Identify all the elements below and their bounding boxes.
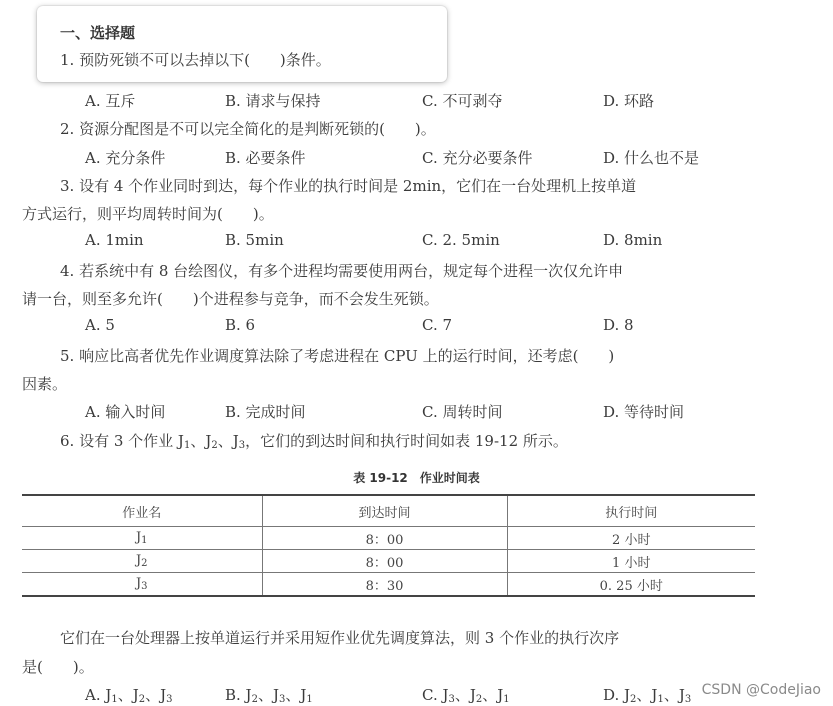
- q6-option-b: B. $J_2$、$J_3$、$J_1$: [225, 686, 313, 705]
- exec-time-cell: 1 小时: [507, 550, 755, 573]
- job-name-cell: $J_1$: [22, 527, 262, 550]
- q1-option-c: C. 不可剥夺: [422, 92, 503, 110]
- question-6-continued-line1: 它们在一台处理器上按单道运行并采用短作业优先调度算法，则 3 个作业的执行次序: [60, 629, 620, 647]
- q2-option-a: A. 充分条件: [85, 149, 166, 167]
- csdn-watermark: CSDN @CodeJiao: [701, 682, 821, 698]
- q1-option-b: B. 请求与保持: [225, 92, 321, 110]
- q3-option-a: A. 1min: [85, 231, 144, 249]
- table-caption: 表 19-12 作业时间表: [353, 471, 480, 485]
- q5-option-d: D. 等待时间: [603, 403, 685, 421]
- q1-option-a: A. 互斥: [85, 92, 136, 110]
- arrival-time-cell: 8：00: [262, 550, 507, 573]
- question-1-text: 1. 预防死锁不可以去掉以下( )条件。: [60, 51, 331, 69]
- header-exec-time: 执行时间: [507, 495, 755, 527]
- question-5-text-line1: 5. 响应比高者优先作业调度算法除了考虑进程在 CPU 上的运行时间，还考虑( ): [60, 347, 615, 365]
- job-time-table: [22, 494, 755, 597]
- job-name-cell: $J_3$: [22, 573, 262, 597]
- q6-option-d: D. $J_2$、$J_1$、$J_3$: [603, 686, 692, 705]
- q4-option-b: B. 6: [225, 316, 256, 334]
- q2-option-d: D. 什么也不是: [603, 149, 700, 167]
- q3-option-b: B. 5min: [225, 231, 284, 249]
- table-header-row: [22, 495, 755, 527]
- arrival-time-cell: 8：30: [262, 573, 507, 597]
- q2-option-c: C. 充分必要条件: [422, 149, 533, 167]
- question-4-text-line1: 4. 若系统中有 8 台绘图仪，有多个进程均需要使用两台，规定每个进程一次仅允许申: [60, 262, 624, 280]
- q4-option-a: A. 5: [85, 316, 115, 334]
- table-row: [22, 527, 755, 550]
- arrival-time-cell: 8：00: [262, 527, 507, 550]
- table-row: [22, 573, 755, 597]
- header-arrival-time: 到达时间: [262, 495, 507, 527]
- q4-option-d: D. 8: [603, 316, 634, 334]
- exec-time-cell: 0. 25 小时: [507, 573, 755, 597]
- job-name-cell: $J_2$: [22, 550, 262, 573]
- q4-option-c: C. 7: [422, 316, 453, 334]
- exec-time-cell: 2 小时: [507, 527, 755, 550]
- q6-option-a: A. $J_1$、$J_2$、$J_3$: [85, 686, 173, 705]
- q2-option-b: B. 必要条件: [225, 149, 306, 167]
- q1-option-d: D. 环路: [603, 92, 655, 110]
- q5-option-b: B. 完成时间: [225, 403, 306, 421]
- q3-option-d: D. 8min: [603, 231, 663, 249]
- q5-option-c: C. 周转时间: [422, 403, 503, 421]
- question-3-text-line2: 方式运行，则平均周转时间为( )。: [22, 205, 274, 223]
- q6-option-c: C. $J_3$、$J_2$、$J_1$: [422, 686, 510, 705]
- q5-option-a: A. 输入时间: [85, 403, 166, 421]
- question-6-text: 6. 设有 3 个作业 $J_1$、$J_2$、$J_3$，它们的到达时间和执行时间如表 19-12 所示。: [60, 432, 568, 451]
- question-5-text-line2: 因素。: [22, 375, 68, 393]
- highlight-popup: [37, 6, 447, 82]
- q3-option-c: C. 2. 5min: [422, 231, 500, 249]
- header-job-name: 作业名: [22, 495, 262, 527]
- section-title: 一、选择题: [60, 24, 136, 42]
- question-2-text: 2. 资源分配图是不可以完全简化的是判断死锁的( )。: [60, 120, 436, 138]
- table-row: [22, 550, 755, 573]
- question-4-text-line2: 请一台，则至多允许( )个进程参与竞争，而不会发生死锁。: [22, 290, 439, 308]
- question-3-text-line1: 3. 设有 4 个作业同时到达，每个作业的执行时间是 2min，它们在一台处理机上按单道: [60, 177, 637, 195]
- question-6-continued-line2: 是( )。: [22, 658, 94, 676]
